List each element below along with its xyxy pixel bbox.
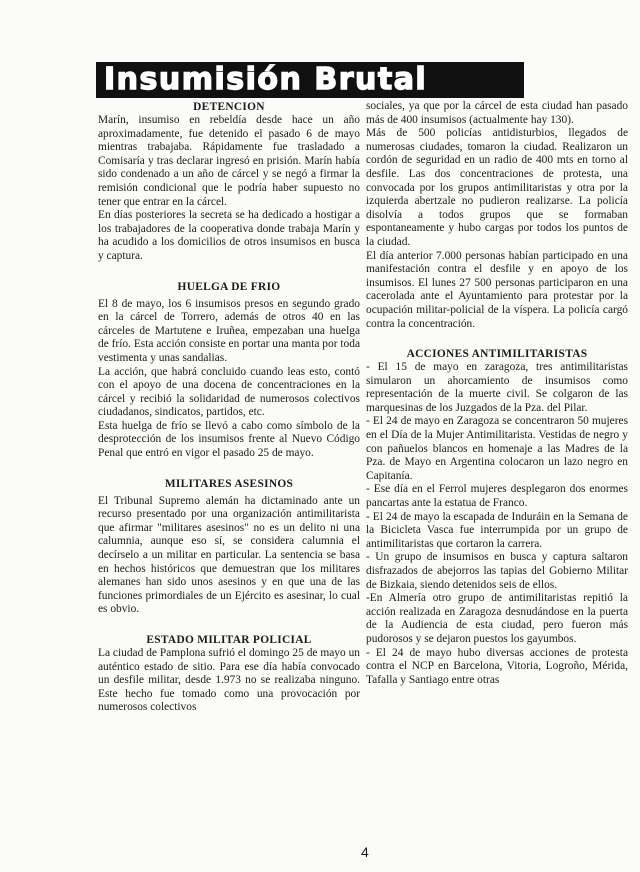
section-heading-acciones-antimilitaristas: ACCIONES ANTIMILITARISTAS <box>406 348 588 361</box>
paragraph: La acción, que habrá concluido cuando leas esto, contó con el apoyo de una docena de concentraciones en la cárcel y recibió la solidaridad de numerosos colectivos ciudadanos, sindicatos, partidos, etc. <box>98 365 360 419</box>
paragraph: sociales, ya que por la cárcel de esta ciudad han pasado más de 400 insumisos (actualmente hay 130). <box>366 100 628 126</box>
page-number: 4 <box>361 844 369 860</box>
right-column <box>366 100 628 687</box>
article-title: Insumisión Brutal <box>96 62 524 98</box>
paragraph: El 8 de mayo, los 6 insumisos presos en segundo grado en la cárcel de Torrero, además de otros 40 en las cárceles de Martutene e Iruñea, empezaban una huelga de frío. Esta acción consiste en portar una manta por toda vestimenta y unas sandalias. <box>98 297 360 364</box>
paragraph: Esta huelga de frío se llevó a cabo como símbolo de la desprotección de los insumisos frente al Nuevo Código Penal que entró en vigor el pasado 25 de mayo. <box>98 419 360 460</box>
paragraph: - El 24 de mayo hubo diversas acciones de protesta contra el NCP en Barcelona, Vitoria, Logroño, Mérida, Tafalla y Santiago entre otras <box>366 646 628 686</box>
section-heading-estado-militar-policial: ESTADO MILITAR POLICIAL <box>146 634 312 646</box>
paragraph: -En Almería otro grupo de antimilitaristas repitió la acción realizada en Zaragoza desnudándose en la puerta de la Audiencia de esta ciudad, pero fueron más pudorosos y se dejaron puestos los gayumbos. <box>366 592 628 645</box>
section-heading-detencion: DETENCION <box>193 101 265 113</box>
paragraph: - El 24 de mayo en Zaragoza se concentraron 50 mujeres en el Día de la Mujer Antimilitarista. Vestidas de negro y con pañuelos blancos en homenaje a las Madres de la Pza. de Mayo en Argentina colocaron un lazo negro en Capitanía. <box>366 415 628 482</box>
section-heading-huelga-de-frio: HUELGA DE FRIO <box>177 280 281 293</box>
paragraph: - Un grupo de insumisos en busca y captura saltaron disfrazados de abejorros las tapias del Gobierno Militar de Bizkaia, siendo detenidos seis de ellos. <box>366 551 628 591</box>
paragraph: Marín, insumiso en rebeldía desde hace un año aproximadamente, fue detenido el pasado 6 de mayo mientras trabajaba. Rápidamente fue trasladado a Comisaría y tras declarar ingresó en prisión. Marín había sido condenado a un año de cárcel y se negó a firmar la remisión condicional que le podría haber supuesto no tener que entrar en la cárcel. <box>98 114 360 208</box>
section-heading-militares-asesinos: MILITARES ASESINOS <box>164 477 294 490</box>
paragraph: - El 15 de mayo en zaragoza, tres antimilitaristas simularon un ahorcamiento de insumisos como representación de la muerte civil. Se colgaron de las marquesinas de los Juzgados de la Pza. del Pilar. <box>366 361 628 414</box>
left-column <box>98 100 360 715</box>
paragraph: El Tribunal Supremo alemán ha dictaminado ante un recurso presentado por una organización antimilitarista que afirmar "militares asesinos" no es un delito ni una calumnia, aunque eso sí, se considera calumnia el decírselo a un militar en particular. La sentencia se basa en hechos históricos que demuestran que los militares alemanes han sido unos asesinos y en que una de las funciones primordiales de un Ejército es asesinar, lo cual es obvio. <box>98 494 360 616</box>
paragraph: En días posteriores la secreta se ha dedicado a hostigar a los trabajadores de la cooperativa donde trabaja Marín y ha acudido a los domicilios de otros insumisos en busca y captura. <box>98 209 360 262</box>
paragraph: La ciudad de Pamplona sufrió el domingo 25 de mayo un auténtico estado de sitio. Para ese día había convocado un desfile militar, desde 1.973 no se realizaba ninguno. Este hecho fue tomado como una provocación por numerosos colectivos <box>98 647 360 714</box>
paragraph: El día anterior 7.000 personas habían participado en una manifestación contra el desfile y en apoyo de los insumisos. El lunes 27 500 personas participaron en una cacerolada ante el Ayuntamiento para protestar por la ocupación militar-policial de la víspera. La policía cargó contra la concentración. <box>366 249 628 330</box>
paragraph: Más de 500 policías antidisturbios, llegados de numerosas ciudades, tomaron la ciudad. Realizaron un cordón de seguridad en un radio de 400 mts en torno al desfile. Las dos concentraciones de protesta, una convocada por los grupos antimilitaristas y otra por la izquierda abertzale no pudieron realizarse. La policía disolvía a todos grupos que se formaban espontaneamente y hubo cargas por todos los puntos de la ciudad. <box>366 127 628 248</box>
paragraph: - El 24 de mayo la escapada de Induráin en la Semana de la Bicicleta Vasca fue interrumpida por un grupo de antimilitaristas que cortaron la carrera. <box>366 510 628 550</box>
paragraph: - Ese día en el Ferrol mujeres desplegaron dos enormes pancartas ante la estatua de Franco. <box>366 483 628 510</box>
